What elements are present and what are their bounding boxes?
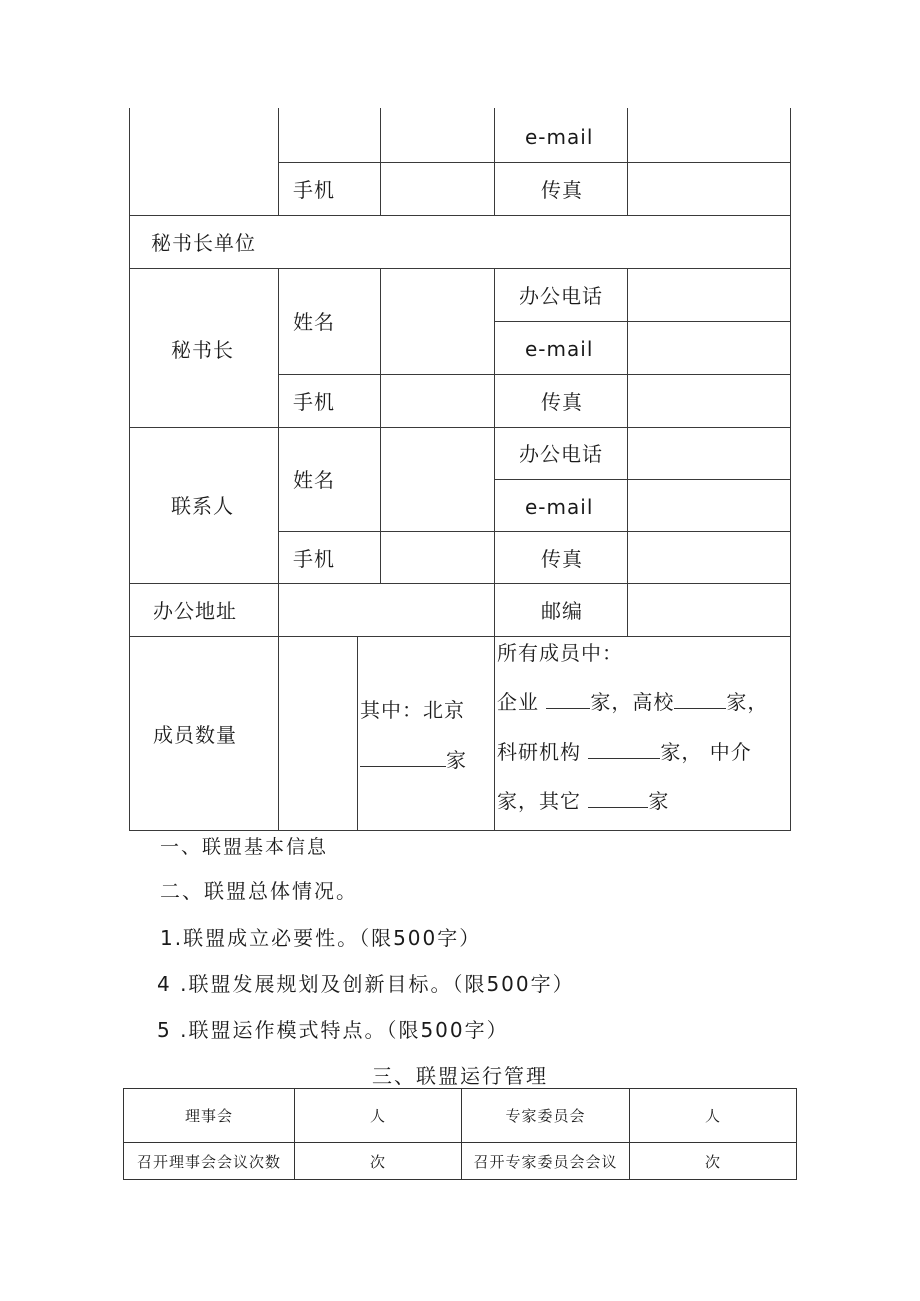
row-divider xyxy=(278,162,790,163)
col-divider xyxy=(380,268,381,583)
university-label: 高校 xyxy=(632,690,675,714)
row-divider xyxy=(129,830,790,831)
postcode-label: 邮编 xyxy=(541,599,583,623)
row-divider xyxy=(129,636,790,637)
col-divider xyxy=(494,268,495,831)
row-divider xyxy=(129,427,790,428)
col-divider xyxy=(627,268,628,636)
item-5: 5 .联盟运作模式特点。（限500字） xyxy=(157,1018,509,1042)
experts-label: 专家委员会 xyxy=(462,1089,630,1143)
university-blank xyxy=(674,690,726,709)
row-divider xyxy=(278,531,790,532)
col-divider xyxy=(494,108,495,215)
col-divider xyxy=(380,108,381,215)
row-divider xyxy=(129,268,790,269)
address-label: 办公地址 xyxy=(153,599,237,623)
member-count-label: 成员数量 xyxy=(153,723,237,747)
council-meetings-unit: 次 xyxy=(295,1143,462,1180)
section-1-heading: 一、联盟基本信息 xyxy=(160,836,329,858)
council-unit: 人 xyxy=(295,1089,462,1143)
jia-label: 家 xyxy=(648,789,670,813)
section-2-heading: 二、联盟总体情况。 xyxy=(160,879,358,903)
beijing-line xyxy=(360,748,467,772)
col-divider xyxy=(627,108,628,215)
enterprise-blank xyxy=(546,690,590,709)
experts-unit: 人 xyxy=(630,1089,797,1143)
secretary-name-label: 姓名 xyxy=(293,310,335,334)
management-table xyxy=(123,1088,797,1180)
table-row xyxy=(124,1143,797,1180)
col-divider xyxy=(357,636,358,831)
email-label: e-mail xyxy=(525,125,594,149)
others-label: 其它 xyxy=(539,789,581,813)
secretary-mobile-label: 手机 xyxy=(293,390,335,414)
row-divider xyxy=(278,374,790,375)
council-label: 理事会 xyxy=(124,1089,295,1143)
others-blank xyxy=(588,789,648,808)
members-line-2 xyxy=(497,690,768,714)
contact-mobile-label: 手机 xyxy=(293,547,335,571)
section-3-heading: 三、联盟运行管理 xyxy=(372,1064,548,1088)
col-divider xyxy=(278,108,279,215)
col-divider xyxy=(278,268,279,831)
council-meetings-label: 召开理事会会议次数 xyxy=(124,1143,295,1180)
research-label: 科研机构 xyxy=(497,740,581,764)
row-divider xyxy=(494,321,790,322)
contact-label: 联系人 xyxy=(171,494,234,518)
beijing-count-blank xyxy=(360,748,446,767)
members-line-3 xyxy=(497,740,752,764)
secretary-email-label: e-mail xyxy=(525,337,594,361)
table-row xyxy=(124,1089,797,1143)
intermediary-label: 中介 xyxy=(709,740,752,764)
contact-fax-label: 传真 xyxy=(541,547,583,571)
jia-label: 家， xyxy=(497,789,539,813)
expert-meetings-label: 召开专家委员会会议 xyxy=(462,1143,630,1180)
research-blank xyxy=(588,740,660,759)
contact-email-label: e-mail xyxy=(525,495,594,519)
all-members-label: 所有成员中： xyxy=(497,641,623,665)
expert-meetings-unit: 次 xyxy=(630,1143,797,1180)
jia-label: 家， xyxy=(726,690,769,714)
col-divider xyxy=(129,108,130,831)
members-line-4 xyxy=(497,789,669,813)
contact-name-label: 姓名 xyxy=(293,468,335,492)
secretary-org-label: 秘书长单位 xyxy=(151,231,256,255)
item-4: 4 .联盟发展规划及创新目标。（限500字） xyxy=(157,972,575,996)
secretary-office-phone-label: 办公电话 xyxy=(519,284,603,308)
jia-label: 家， xyxy=(660,740,703,764)
fax-label: 传真 xyxy=(541,178,583,202)
enterprise-label: 企业 xyxy=(497,690,539,714)
col-divider xyxy=(790,108,791,831)
secretary-fax-label: 传真 xyxy=(541,390,583,414)
row-divider xyxy=(129,583,790,584)
contact-office-phone-label: 办公电话 xyxy=(519,442,603,466)
row-divider xyxy=(129,215,790,216)
jia-label: 家， xyxy=(590,690,633,714)
beijing-suffix: 家 xyxy=(446,748,467,772)
secretary-label: 秘书长 xyxy=(171,338,234,362)
beijing-prefix: 其中：北京 xyxy=(360,698,465,722)
item-1: 1.联盟成立必要性。（限500字） xyxy=(160,926,482,950)
mobile-label: 手机 xyxy=(293,178,335,202)
row-divider xyxy=(494,479,790,480)
